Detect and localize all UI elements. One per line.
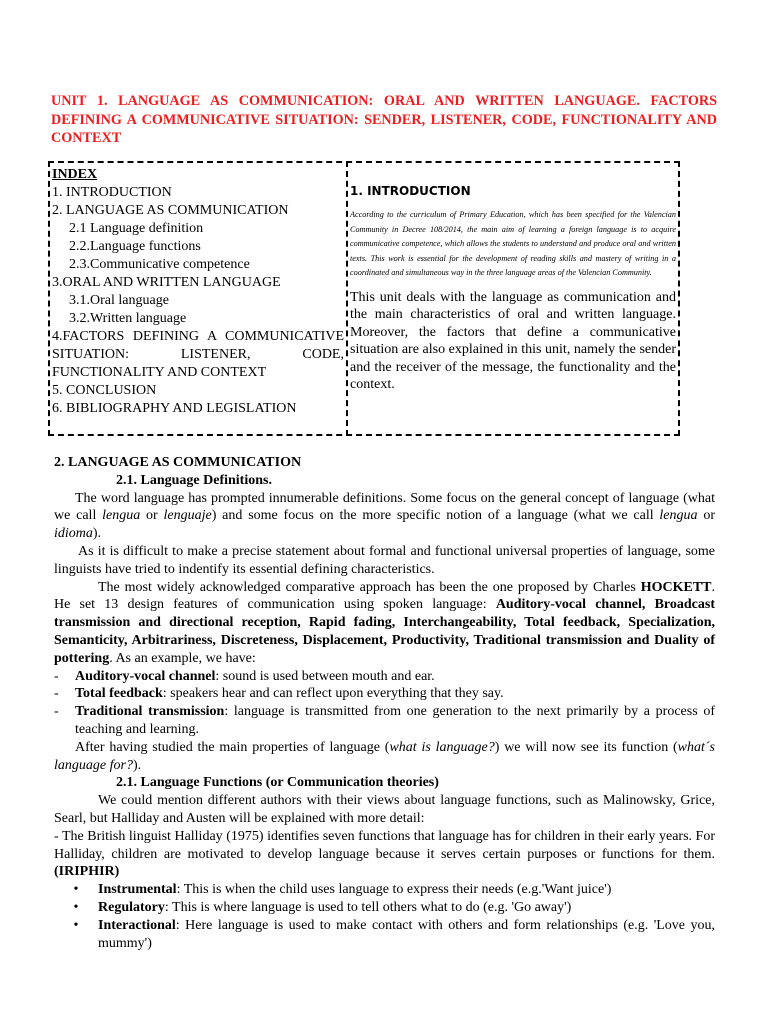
index-item: 2.2.Language functions [69,239,201,254]
subsection-heading: 2.1. Language Definitions. [116,472,272,488]
index-item: 3.ORAL AND WRITTEN LANGUAGE [52,275,281,290]
list-item: - Total feedback: speakers hear and can reflect upon everything that they say. [54,686,504,702]
index-column [52,166,344,418]
subsection-heading: 2.1. Language Functions (or Communication theories) [116,775,439,791]
index-item: 6. BIBLIOGRAPHY AND LEGISLATION [52,401,297,416]
index-item: 2.3.Communicative competence [69,257,250,272]
list-item: - Auditory-vocal channel: sound is used between mouth and ear. [54,668,435,684]
index-item: 5. CONCLUSION [52,383,157,398]
index-item: 3.1.Oral language [69,293,169,308]
index-item: 1. INTRODUCTION [52,185,172,200]
list-item: • Interactional: Here language is used to make contact with others and form relationships (e.g. 'Love you, mummy') [54,917,715,953]
list-item: • Instrumental: This is when the child uses language to express their needs (e.g.'Want juice') [54,881,715,899]
index-heading: INDEX [52,167,98,182]
list-item: - Traditional transmission: language is transmitted from one generation to the next primarily by a process of teaching and learning. [54,704,716,737]
paragraph: As it is difficult to make a precise statement about formal and functional universal properties of language, some linguists have tried to indentify its essential defining characteristics. [54,543,715,577]
index-item: 2. LANGUAGE AS COMMUNICATION [52,203,289,218]
paragraph: The most widely acknowledged comparative approach has been the one proposed by Charles HOCKETT. He set 13 design features of communication using spoken language: Auditory-vocal channel, Broadcast transmission and directional reception, Rapid fading, Interchangeability, Total feedback, Specialization, Semanticity, Arbitrariness, Discreteness, Displacement, Productivity, Traditional transmission and Duality of pottering. As an example, we have: [54,579,715,666]
index-item: 2.1 Language definition [69,221,204,236]
index-item: 3.2.Written language [69,311,187,326]
introduction-curriculum-note: According to the curriculum of Primary Education, which has been specified for the Valencian Community in Decree 108/2014, the main aim of learning a foreign language is to acquire communicative competence, which allows the students to understand and produce oral and written texts. This work is essential for the development of reading skills and mastery of writing in a coordinated and simultaneous way in the three language areas of the Valencian Community. [350,210,676,277]
introduction-column [350,184,676,394]
paragraph: After having studied the main properties of language (what is language?) we will now see its function (what´s language for?). [54,739,716,773]
bullet-icon: • [73,882,79,898]
introduction-heading: 1. INTRODUCTION [350,184,471,198]
section-heading: 2. LANGUAGE AS COMMUNICATION [54,455,302,470]
list-item: • Regulatory: This is where language is used to tell others what to do (e.g. 'Go away') [54,899,715,917]
index-item: 4.FACTORS DEFINING A COMMUNICATIVE SITUATION: LISTENER, CODE, FUNCTIONALITY AND CONTEXT [52,329,344,380]
bullet-icon: • [73,917,79,933]
paragraph: - The British linguist Halliday (1975) identifies seven functions that language has for children in their early years. For Halliday, children are motivated to develop language because it serves certain purposes or functions for them. (IRIPHIR) [54,828,715,880]
paragraph: The word language has prompted innumerable definitions. Some focus on the general concept of language (what we call lengua or lenguaje) and some focus on the more specific notion of a language (what we call lengua or idioma). [54,490,715,542]
index-box-divider [346,161,348,436]
introduction-paragraph: This unit deals with the language as communication and the main characteristics of oral and written language. Moreover, the factors that define a communicative situation are also explained in this unit, namely the sender and the receiver of the message, the functionality and the context. [350,289,676,392]
paragraph: We could mention different authors with their views about language functions, such as Malinowsky, Grice, Searl, but Halliday and Austen will be explained with more detail: [54,793,715,826]
unit-title: UNIT 1. LANGUAGE AS COMMUNICATION: ORAL AND WRITTEN LANGUAGE. FACTORS DEFINING A COMMUNICATIVE SITUATION: SENDER, LISTENER, CODE, FUNCTIONALITY AND CONTEXT [51,93,717,146]
bullet-icon: • [73,899,79,915]
section-2-body [54,454,715,952]
